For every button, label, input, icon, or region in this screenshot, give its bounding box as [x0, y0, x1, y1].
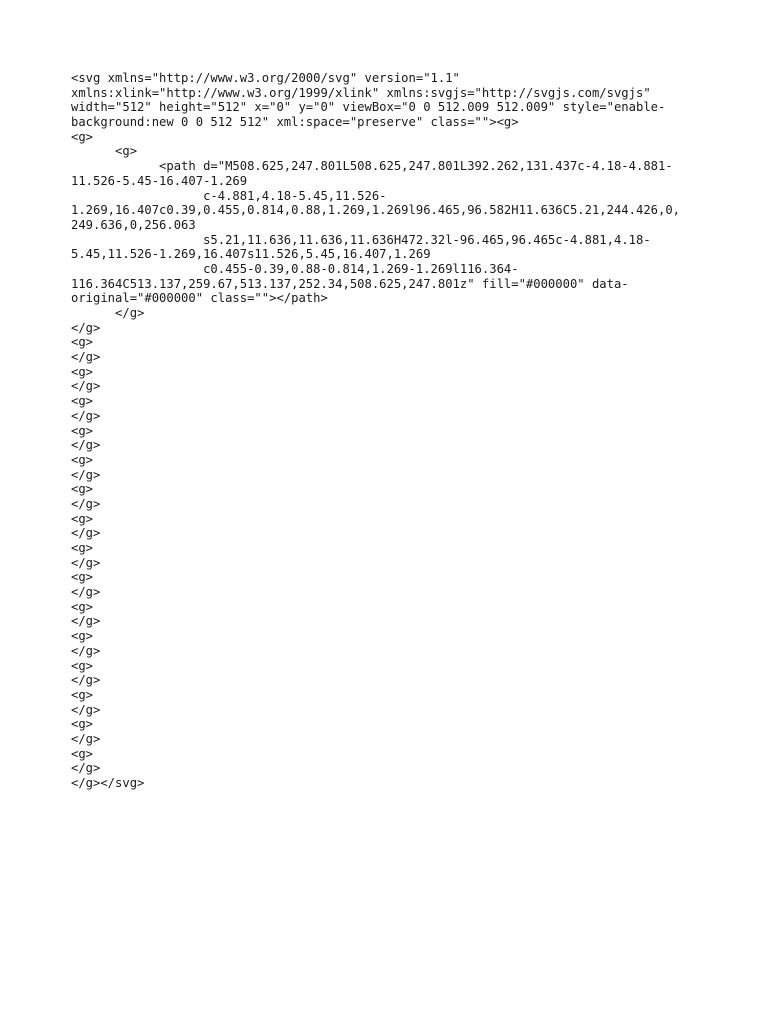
text-line: c-4.881,4.18-5.45,11.526-	[71, 188, 387, 203]
text-line: <svg xmlns="http://www.w3.org/2000/svg" version="1.1"	[71, 71, 460, 85]
text-line: <g>	[71, 511, 94, 526]
text-line: c0.455-0.39,0.88-0.814,1.269-1.269l116.364-	[71, 261, 519, 276]
text-line: </g>	[71, 306, 145, 320]
text-line: </g>	[71, 408, 101, 423]
text-line: <g>	[71, 452, 94, 467]
text-line: <g>	[71, 423, 94, 438]
text-line: </g>	[71, 496, 101, 511]
text-line: <g>	[71, 482, 94, 497]
text-line: 1.269,16.407c0.39,0.455,0.814,0.88,1.269,1.269l96.465,96.582H11.636C5.21,244.426,0,	[71, 203, 681, 218]
text-line: <g>	[71, 599, 94, 614]
text-line: 11.526-5.45-16.407-1.269	[71, 173, 248, 188]
text-line: </g>	[71, 526, 101, 541]
text-line: <path d="M508.625,247.801L508.625,247.801L392.262,131.437c-4.18-4.881-	[71, 159, 673, 174]
text-line: original="#000000" class=""></path>	[71, 291, 328, 306]
text-line: </g>	[71, 761, 101, 776]
text-line: <g>	[71, 717, 94, 732]
text-line: </g>	[71, 702, 101, 717]
text-line: <g>	[71, 129, 94, 144]
text-line: </g>	[71, 555, 101, 570]
text-line: <g>	[71, 364, 94, 379]
text-line: <g>	[71, 394, 94, 409]
text-line: <g>	[71, 629, 94, 644]
text-line: <g>	[71, 658, 94, 673]
text-line: 5.45,11.526-1.269,16.407s11.526,5.45,16.407,1.269	[71, 247, 431, 262]
text-line: </g>	[71, 379, 101, 394]
text-line: <g>	[71, 687, 94, 702]
text-line: </g></svg>	[71, 776, 145, 790]
text-line: </g>	[71, 320, 101, 335]
text-line: </g>	[71, 731, 101, 746]
svg-source-text	[71, 71, 701, 791]
text-line: </g>	[71, 438, 101, 453]
text-line: <g>	[71, 144, 138, 159]
text-line: <g>	[71, 335, 94, 350]
text-line: <g>	[71, 541, 94, 555]
text-line: </g>	[71, 643, 101, 658]
text-line: </g>	[71, 673, 101, 688]
text-line: background:new 0 0 512 512" xml:space="preserve" class=""><g>	[71, 115, 519, 130]
text-line: xmlns:xlink="http://www.w3.org/1999/xlink" xmlns:svgjs="http://svgjs.com/svgjs"	[71, 85, 651, 100]
text-line: </g>	[71, 467, 101, 482]
text-line: <g>	[71, 746, 94, 761]
text-line: s5.21,11.636,11.636,11.636H472.32l-96.465,96.465c-4.881,4.18-	[71, 232, 651, 247]
text-line: 249.636,0,256.063	[71, 217, 196, 232]
text-line: 116.364C513.137,259.67,513.137,252.34,508.625,247.801z" fill="#000000" data-	[71, 276, 629, 291]
text-line: </g>	[71, 350, 101, 365]
text-line: </g>	[71, 585, 101, 600]
text-line: <g>	[71, 570, 94, 585]
text-line: </g>	[71, 614, 101, 629]
text-line: width="512" height="512" x="0" y="0" viewBox="0 0 512.009 512.009" style="enable-	[71, 100, 666, 115]
